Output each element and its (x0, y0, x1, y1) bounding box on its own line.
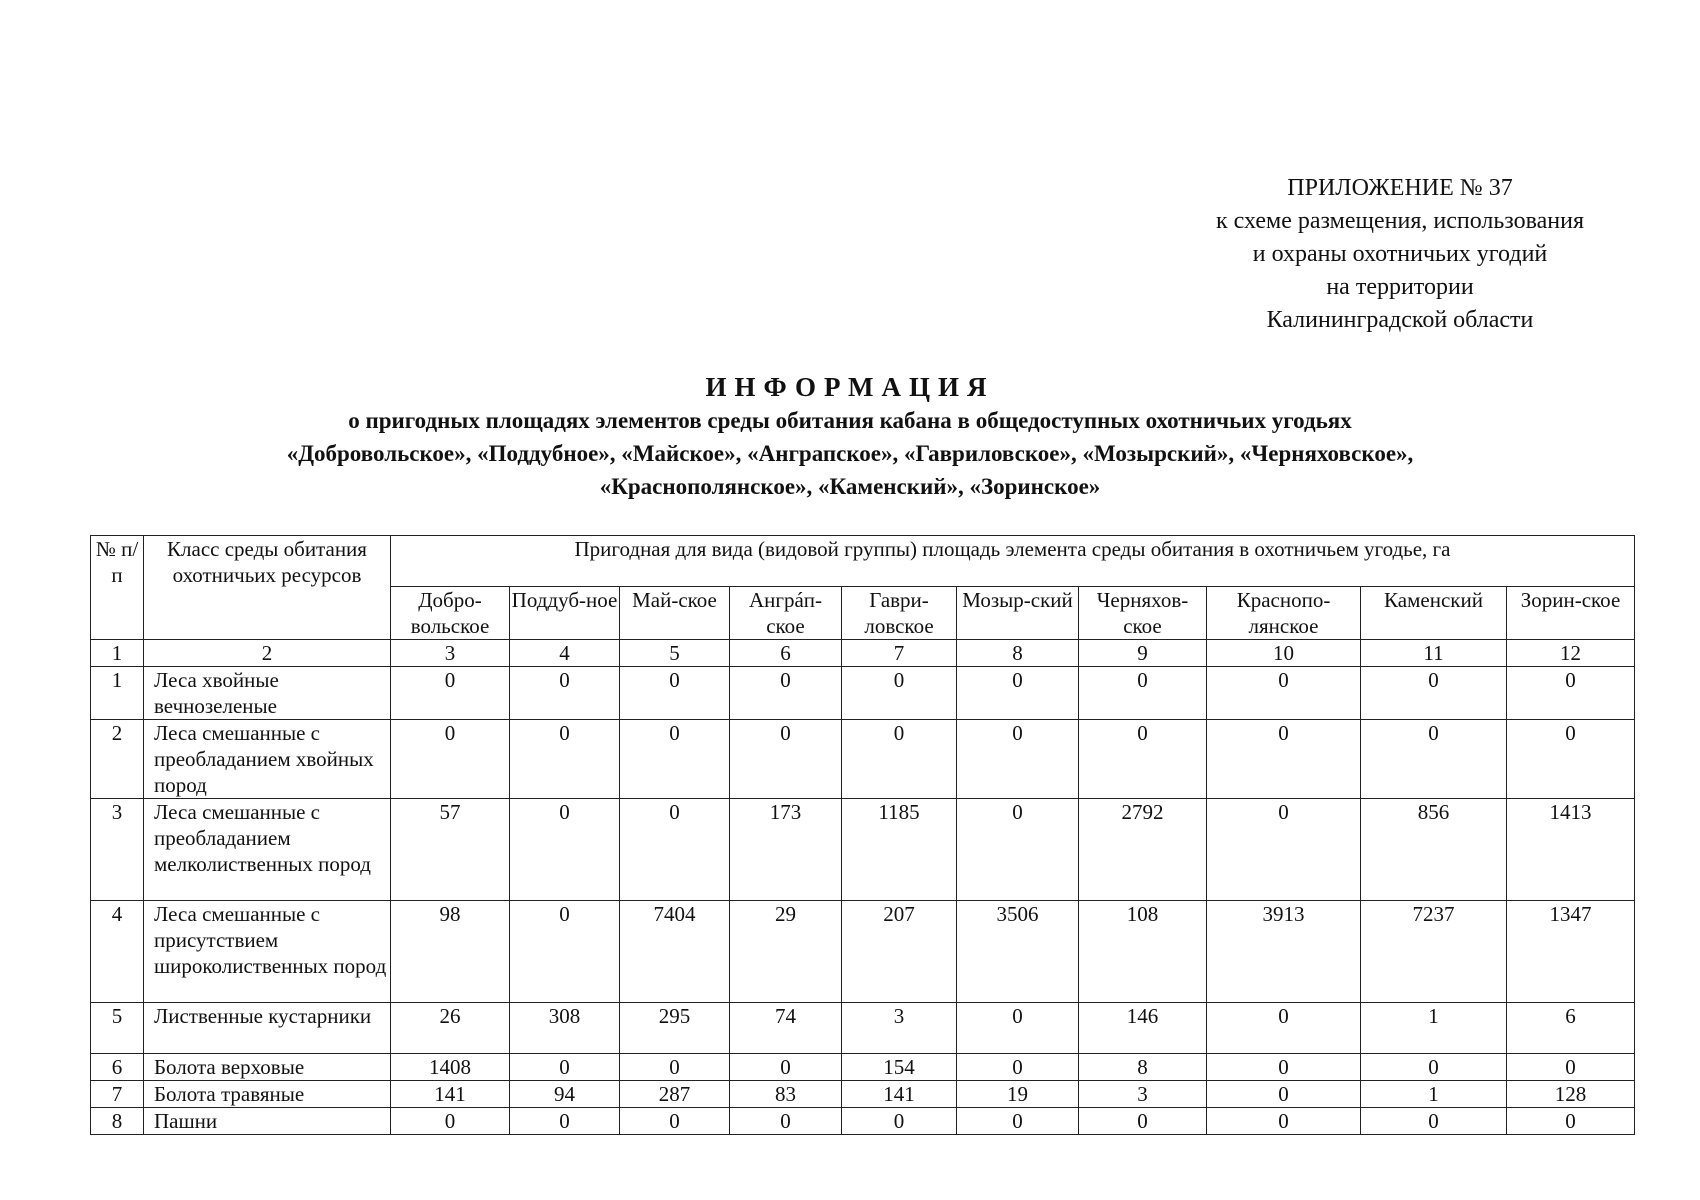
area-value: 0 (391, 1108, 510, 1135)
table-header-row (91, 536, 1635, 587)
area-value: 0 (957, 1003, 1079, 1054)
area-value: 57 (391, 799, 510, 901)
area-value: 0 (730, 667, 842, 720)
area-value: 2792 (1079, 799, 1207, 901)
area-value: 0 (510, 901, 620, 1003)
table-row (91, 1054, 1635, 1081)
area-value: 0 (1507, 1108, 1635, 1135)
area-value: 0 (1079, 667, 1207, 720)
column-header: Май-ское (620, 587, 730, 640)
title-line: о пригодных площадях элементов среды обитания кабана в общедоступных охотничьих угодьях (348, 408, 1352, 433)
habitat-class: Болота травяные (144, 1081, 391, 1108)
column-number: 5 (620, 640, 730, 667)
area-value: 108 (1079, 901, 1207, 1003)
row-number: 1 (91, 667, 144, 720)
table-row (91, 1081, 1635, 1108)
column-number: 8 (957, 640, 1079, 667)
area-value: 0 (391, 667, 510, 720)
column-number: 9 (1079, 640, 1207, 667)
column-number: 10 (1207, 640, 1361, 667)
area-value: 7237 (1361, 901, 1507, 1003)
area-value: 0 (1207, 799, 1361, 901)
column-number: 2 (144, 640, 391, 667)
area-value: 0 (1361, 667, 1507, 720)
area-value: 0 (730, 1054, 842, 1081)
area-value: 94 (510, 1081, 620, 1108)
area-value: 207 (842, 901, 957, 1003)
row-number: 6 (91, 1054, 144, 1081)
area-value: 0 (1507, 1054, 1635, 1081)
area-value: 0 (957, 1108, 1079, 1135)
area-value: 0 (957, 667, 1079, 720)
column-header: Ангрáп-ское (730, 587, 842, 640)
area-value: 0 (1361, 1108, 1507, 1135)
area-value: 0 (620, 1108, 730, 1135)
area-value: 0 (842, 720, 957, 799)
area-value: 154 (842, 1054, 957, 1081)
area-value: 0 (1079, 720, 1207, 799)
area-value: 1347 (1507, 901, 1635, 1003)
appendix-header (1160, 172, 1640, 337)
area-value: 128 (1507, 1081, 1635, 1108)
area-value: 3913 (1207, 901, 1361, 1003)
area-value: 74 (730, 1003, 842, 1054)
area-value: 856 (1361, 799, 1507, 901)
area-value: 19 (957, 1081, 1079, 1108)
area-value: 0 (510, 799, 620, 901)
area-value: 0 (391, 720, 510, 799)
area-value: 0 (1507, 720, 1635, 799)
table-body (91, 667, 1635, 1135)
column-header: Добро-вольское (391, 587, 510, 640)
header-group: Пригодная для вида (видовой группы) площадь элемента среды обитания в охотничьем угодье, га (391, 536, 1635, 587)
row-number: 3 (91, 799, 144, 901)
area-value: 0 (842, 667, 957, 720)
area-value: 0 (1207, 667, 1361, 720)
table-row (91, 720, 1635, 799)
area-value: 308 (510, 1003, 620, 1054)
area-value: 8 (1079, 1054, 1207, 1081)
row-number: 7 (91, 1081, 144, 1108)
appendix-line: и охраны охотничьих угодий (1252, 241, 1548, 267)
appendix-line: Калининградской области (1266, 307, 1534, 333)
column-header: Поддуб-ное (510, 587, 620, 640)
header-num: № п/п (91, 536, 144, 640)
header-class: Класс среды обитания охотничьих ресурсов (144, 536, 391, 640)
area-value: 0 (1507, 667, 1635, 720)
area-value: 0 (510, 720, 620, 799)
appendix-line: к схеме размещения, использования (1215, 208, 1585, 234)
area-value: 1 (1361, 1003, 1507, 1054)
area-value: 0 (1207, 720, 1361, 799)
area-value: 0 (842, 1108, 957, 1135)
area-value: 3506 (957, 901, 1079, 1003)
appendix-line: на территории (1326, 274, 1474, 300)
area-value: 0 (620, 799, 730, 901)
area-value: 0 (1361, 1054, 1507, 1081)
area-value: 1408 (391, 1054, 510, 1081)
area-value: 0 (510, 1054, 620, 1081)
area-value: 146 (1079, 1003, 1207, 1054)
table-row (91, 901, 1635, 1003)
area-value: 0 (1207, 1054, 1361, 1081)
area-value: 83 (730, 1081, 842, 1108)
column-header: Черняхов-ское (1079, 587, 1207, 640)
area-value: 1 (1361, 1081, 1507, 1108)
area-value: 0 (1207, 1108, 1361, 1135)
row-number: 2 (91, 720, 144, 799)
habitat-class: Лиственные кустарники (144, 1003, 391, 1054)
table-row (91, 667, 1635, 720)
area-value: 1413 (1507, 799, 1635, 901)
appendix-number: ПРИЛОЖЕНИЕ № 37 (1287, 175, 1513, 201)
area-value: 3 (1079, 1081, 1207, 1108)
column-number: 7 (842, 640, 957, 667)
title-line: «Добровольское», «Поддубное», «Майское», «Анграпское», «Гавриловское», «Мозырский», «Черняховское», (286, 441, 1414, 466)
area-value: 98 (391, 901, 510, 1003)
column-number: 11 (1361, 640, 1507, 667)
document-title (0, 371, 1700, 503)
habitat-class: Леса смешанные с преобладанием мелколиственных пород (144, 799, 391, 901)
habitat-class: Леса хвойные вечнозеленые (144, 667, 391, 720)
area-value: 1185 (842, 799, 957, 901)
title-main: ИНФОРМАЦИЯ (705, 372, 995, 402)
area-value: 0 (510, 667, 620, 720)
table-row (91, 1108, 1635, 1135)
table-row (91, 1003, 1635, 1054)
area-value: 0 (730, 1108, 842, 1135)
area-value: 0 (730, 720, 842, 799)
title-line: «Краснополянское», «Каменский», «Зоринское» (599, 474, 1101, 499)
column-header: Каменский (1361, 587, 1507, 640)
area-value: 0 (957, 1054, 1079, 1081)
table-row (91, 799, 1635, 901)
area-value: 29 (730, 901, 842, 1003)
column-number: 6 (730, 640, 842, 667)
area-value: 0 (1079, 1108, 1207, 1135)
area-value: 0 (620, 1054, 730, 1081)
column-number: 1 (91, 640, 144, 667)
column-number: 12 (1507, 640, 1635, 667)
area-value: 6 (1507, 1003, 1635, 1054)
area-value: 0 (510, 1108, 620, 1135)
column-header: Мозыр-ский (957, 587, 1079, 640)
row-number: 5 (91, 1003, 144, 1054)
column-header: Гаври-ловское (842, 587, 957, 640)
area-value: 0 (620, 667, 730, 720)
area-value: 141 (842, 1081, 957, 1108)
area-value: 7404 (620, 901, 730, 1003)
row-number: 8 (91, 1108, 144, 1135)
area-value: 141 (391, 1081, 510, 1108)
area-value: 287 (620, 1081, 730, 1108)
area-value: 0 (957, 799, 1079, 901)
area-value: 295 (620, 1003, 730, 1054)
column-number-row (91, 640, 1635, 667)
area-value: 0 (1207, 1003, 1361, 1054)
column-header: Зорин-ское (1507, 587, 1635, 640)
area-value: 0 (1361, 720, 1507, 799)
habitat-class: Пашни (144, 1108, 391, 1135)
row-number: 4 (91, 901, 144, 1003)
habitat-class: Леса смешанные с преобладанием хвойных пород (144, 720, 391, 799)
area-value: 26 (391, 1003, 510, 1054)
column-header: Краснопо-лянское (1207, 587, 1361, 640)
column-number: 4 (510, 640, 620, 667)
area-value: 0 (957, 720, 1079, 799)
column-number: 3 (391, 640, 510, 667)
area-value: 0 (1207, 1081, 1361, 1108)
area-value: 0 (620, 720, 730, 799)
habitat-class: Болота верховые (144, 1054, 391, 1081)
habitat-class: Леса смешанные с присутствием широколиственных пород (144, 901, 391, 1003)
habitat-table (90, 535, 1635, 1135)
area-value: 3 (842, 1003, 957, 1054)
area-value: 173 (730, 799, 842, 901)
